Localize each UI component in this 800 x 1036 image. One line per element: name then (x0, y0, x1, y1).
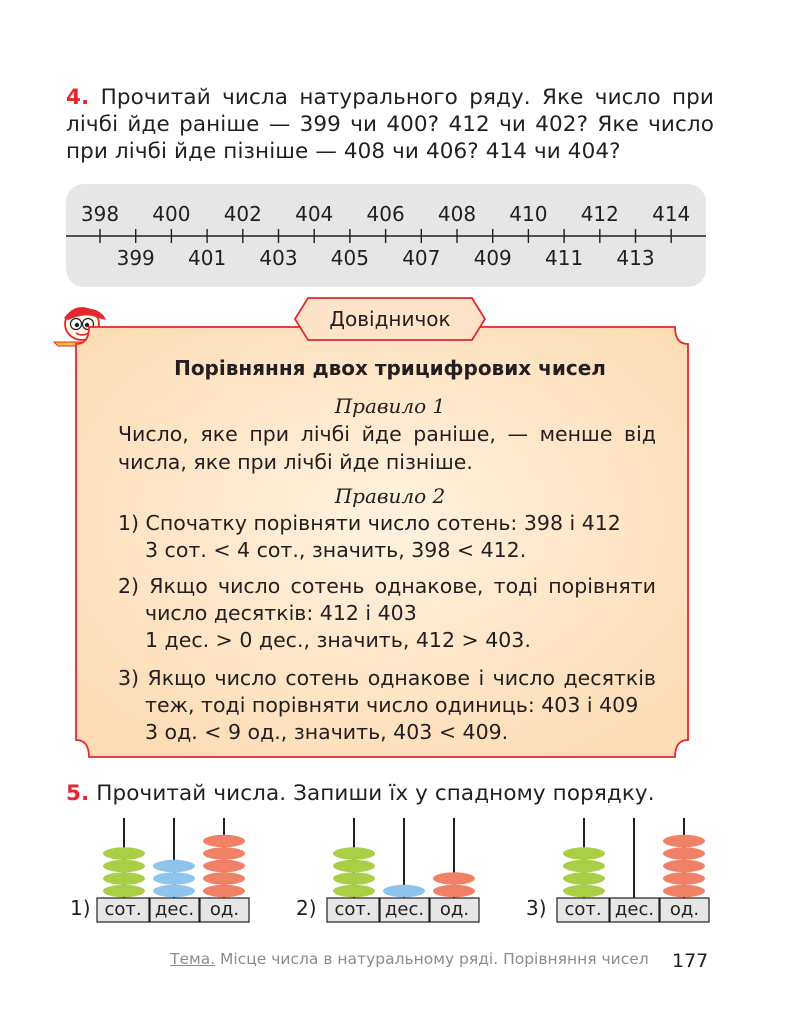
number-line-label-even: 398 (80, 202, 120, 226)
rule-2-item-2 (118, 573, 656, 654)
number-line-label-odd: 411 (545, 246, 584, 270)
abacus-bead (333, 885, 375, 897)
abacus-bead (383, 885, 425, 897)
rule-2-item-1 (118, 510, 656, 564)
abacus-bead (433, 872, 475, 884)
abacus-bead (153, 860, 195, 872)
task-5 (66, 780, 655, 807)
abacus-3-label: 3) (526, 896, 547, 920)
abacus-bead (663, 885, 705, 897)
rule-2-title: Правило 2 (334, 484, 446, 508)
number-line-label-even: 404 (295, 202, 334, 226)
abacus-column-label: дес. (154, 899, 195, 920)
abacus-column-label: од. (209, 899, 240, 920)
number-line-label-even: 400 (152, 202, 191, 226)
abacus-bead (103, 860, 145, 872)
abacus-column-label: сот. (564, 899, 602, 920)
number-line-label-odd: 409 (473, 246, 512, 270)
abacus-column-label: од. (439, 899, 470, 920)
abacus-2-label: 2) (296, 896, 317, 920)
number-line-label-odd: 401 (188, 246, 227, 270)
number-line-label-odd: 405 (330, 246, 369, 270)
abacus-column-label: сот. (334, 899, 372, 920)
number-line-label-odd: 413 (616, 246, 655, 270)
abacus-bead (433, 885, 475, 897)
abacus-bead (153, 885, 195, 897)
number-line-label-even: 414 (652, 202, 691, 226)
rule-2-item-3-line-3: 3 од. < 9 од., значить, 403 < 409. (145, 720, 509, 744)
abacus-bead (333, 860, 375, 872)
task-5-number: 5. (66, 781, 90, 806)
abacus-column-label: сот. (104, 899, 142, 920)
rule-1-title: Правило 1 (334, 394, 446, 418)
footer-topic-text: Місце числа в натуральному ряді. Порівняння чисел (215, 950, 649, 968)
number-line-label-even: 408 (437, 202, 477, 226)
abacus-bead (203, 885, 245, 897)
rule-2-item-3 (118, 665, 656, 746)
abacus-3 (556, 816, 716, 924)
reference-title: Порівняння двох трицифрових чисел (174, 356, 606, 380)
abacus-bead (563, 872, 605, 884)
page-number: 177 (672, 950, 709, 972)
rule-2-item-2-line-1: 2) Якщо число сотень однакове, тоді порівняти (118, 574, 656, 598)
abacus-bead (103, 847, 145, 859)
reference-tab-label: Довідничок (329, 307, 451, 331)
abacus-bead (563, 885, 605, 897)
abacus-bead (333, 847, 375, 859)
abacus-1-label: 1) (70, 896, 91, 920)
number-line-label-odd: 407 (402, 246, 441, 270)
task-4-number: 4. (66, 85, 90, 110)
abacus-1 (96, 816, 256, 924)
abacus-bead (203, 847, 245, 859)
task-5-text: Прочитай числа. Запиши їх у спадному порядку. (96, 781, 655, 806)
abacus-bead (663, 872, 705, 884)
number-line-label-even: 412 (580, 202, 619, 226)
abacus-bead (153, 872, 195, 884)
footer-topic-label: Тема. (170, 950, 216, 968)
number-line (66, 184, 706, 287)
number-line-label-odd: 403 (259, 246, 298, 270)
rule-1-text: Число, яке при лічбі йде раніше, — менше від числа, яке при лічбі йде пізніше. (118, 422, 656, 474)
abacus-bead (103, 872, 145, 884)
task-4-text: Прочитай числа натурального ряду. Яке число при лічбі йде раніше — 399 чи 400? 412 чи 402? Яке число при лічбі йде пізніше — 408 чи 406? 414 чи 404? (66, 85, 714, 164)
number-line-axis (66, 184, 706, 287)
number-line-label-even: 406 (366, 202, 405, 226)
abacus-bead (563, 847, 605, 859)
task-4 (66, 84, 714, 165)
abacus-2 (326, 816, 486, 924)
number-line-label-even: 402 (223, 202, 262, 226)
rule-2-item-1-line-1: 1) Спочатку порівняти число сотень: 398 і 412 (118, 511, 621, 535)
abacus-column-label: дес. (384, 899, 425, 920)
abacus-bead (103, 885, 145, 897)
abacus-bead (203, 872, 245, 884)
rule-2-item-3-line-2: теж, тоді порівняти число одиниць: 403 і 409 (145, 693, 639, 717)
rule-2-item-2-line-2: число десятків: 412 і 403 (145, 601, 417, 625)
abacus-bead (663, 835, 705, 847)
abacus-bead (563, 860, 605, 872)
abacus-bead (663, 847, 705, 859)
footer-topic (170, 950, 649, 968)
number-line-label-odd: 399 (116, 246, 155, 270)
rule-2-item-3-line-1: 3) Якщо число сотень однакове і число десятків (118, 666, 656, 690)
rule-2-item-1-line-2: 3 сот. < 4 сот., значить, 398 < 412. (145, 538, 527, 562)
abacus-column-label: дес. (614, 899, 655, 920)
rule-2-item-2-line-3: 1 дес. > 0 дес., значить, 412 > 403. (145, 628, 531, 652)
reference-tab (294, 297, 486, 341)
abacus-bead (203, 835, 245, 847)
abacus-bead (203, 860, 245, 872)
abacus-bead (333, 872, 375, 884)
abacus-bead (663, 860, 705, 872)
number-line-label-even: 410 (509, 202, 548, 226)
abacus-column-label: од. (669, 899, 700, 920)
